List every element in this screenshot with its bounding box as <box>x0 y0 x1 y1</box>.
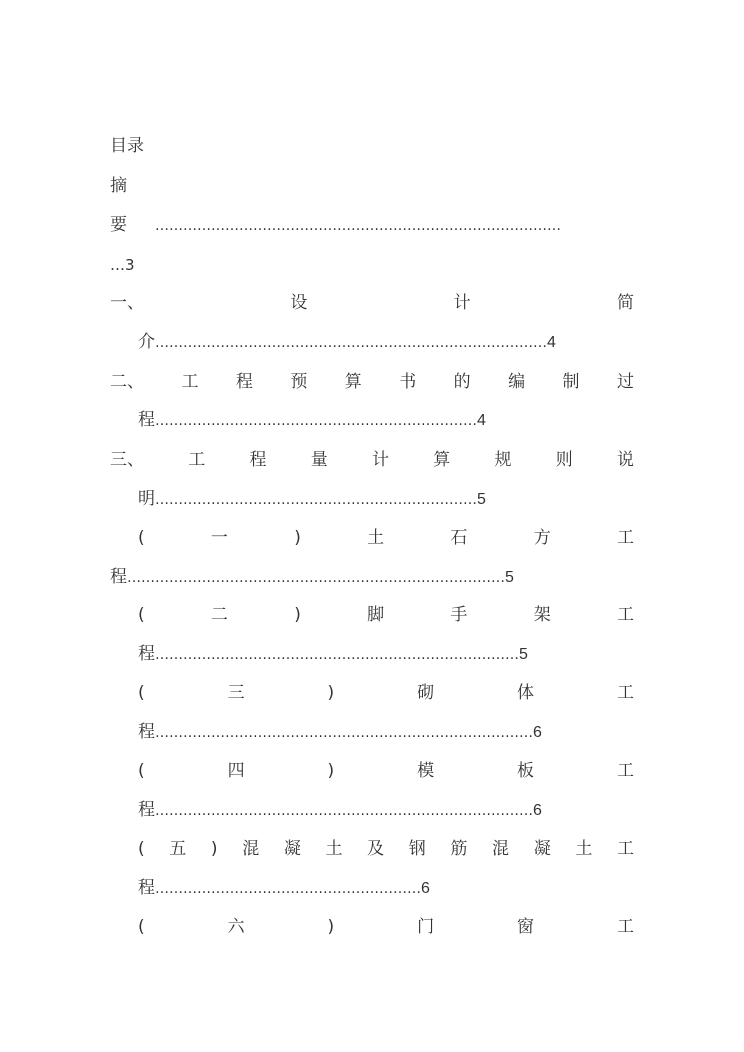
toc-char: 程 <box>138 644 155 664</box>
leader-dots: …………………………………………………………… <box>155 413 477 429</box>
toc-char: 工 <box>616 605 634 625</box>
toc-char: 板 <box>517 761 535 781</box>
toc-subentry-1 <box>138 526 634 550</box>
toc-char: 一 <box>210 528 228 548</box>
toc-char: 制 <box>562 372 580 392</box>
toc-char: 程 <box>138 878 155 898</box>
toc-char: 工 <box>616 917 634 937</box>
toc-char: 二、 <box>110 372 144 392</box>
leader-dots: …………………………………………………………………… <box>155 647 519 663</box>
toc-subentry-6 <box>138 915 634 939</box>
toc-char: 三、 <box>110 450 144 470</box>
toc-char: 模 <box>417 761 435 781</box>
toc-char: ( <box>138 839 145 859</box>
toc-char: 程 <box>138 800 155 820</box>
toc-char: 量 <box>310 450 328 470</box>
toc-char: 门 <box>417 917 435 937</box>
toc-char: 土 <box>367 528 385 548</box>
toc-char: 工 <box>616 528 634 548</box>
toc-char: 编 <box>508 372 526 392</box>
toc-char: 明 <box>138 489 155 509</box>
toc-char: 方 <box>533 528 551 548</box>
toc-entry-1 <box>110 291 634 315</box>
toc-subentry-2-cont <box>138 642 528 666</box>
toc-char: 窗 <box>517 917 535 937</box>
toc-char: 四 <box>227 761 245 781</box>
toc-char: 计 <box>372 450 389 470</box>
toc-char: 程 <box>138 410 155 430</box>
leader-dots: …………………………………………………………………………… <box>155 218 561 234</box>
toc-subentry-4-cont <box>138 798 542 822</box>
toc-char: 过 <box>616 372 634 392</box>
toc-char: ( <box>138 683 145 703</box>
toc-char: ) <box>327 761 335 781</box>
toc-char: 石 <box>450 528 468 548</box>
toc-char: 体 <box>517 683 535 703</box>
toc-entry-2 <box>110 370 634 394</box>
toc-char: ( <box>138 605 145 625</box>
page-number: 5 <box>505 569 514 586</box>
toc-entry-3 <box>110 448 634 472</box>
toc-char: 说 <box>617 450 634 470</box>
page-number: 6 <box>421 880 430 897</box>
toc-char: 凝 <box>283 839 301 859</box>
toc-char: 凝 <box>533 839 551 859</box>
page-number: 4 <box>547 334 556 351</box>
toc-char: 工 <box>616 683 634 703</box>
page-number: 5 <box>519 646 528 663</box>
toc-title: 目录 <box>110 136 144 156</box>
toc-entry-abstract <box>110 213 634 237</box>
leader-dots: ………………………………………………………………………… <box>155 335 547 351</box>
toc-char: 程 <box>235 372 253 392</box>
toc-char: 六 <box>227 917 245 937</box>
toc-char: 算 <box>344 372 362 392</box>
toc-char: 钢 <box>408 839 426 859</box>
toc-char: ( <box>138 528 145 548</box>
toc-subentry-3-cont <box>138 720 542 744</box>
toc-char: 五 <box>169 839 187 859</box>
leader-dots: ……………………………………………………………………… <box>127 570 505 586</box>
toc-char: ) <box>210 839 218 859</box>
toc-subentry-5 <box>138 837 634 861</box>
toc-char: 规 <box>494 450 512 470</box>
toc-char: 及 <box>367 839 385 859</box>
toc-char: ) <box>327 917 335 937</box>
leader-dots: ……………………………………………………………………… <box>155 803 533 819</box>
toc-char: 土 <box>575 839 593 859</box>
toc-char: 则 <box>555 450 573 470</box>
toc-subentry-5-cont <box>138 876 430 900</box>
leader-dots: …………………………………………………………… <box>155 492 477 508</box>
toc-subentry-4 <box>138 759 634 783</box>
abstract-char-2: 要 <box>110 215 127 235</box>
toc-char: 预 <box>290 372 308 392</box>
toc-char: 架 <box>533 605 551 625</box>
toc-char: 混 <box>242 839 260 859</box>
toc-char: 的 <box>453 372 471 392</box>
leader-dots: ……………………………………………………………………… <box>155 725 533 741</box>
toc-char: 工 <box>188 450 206 470</box>
toc-char: 程 <box>249 450 267 470</box>
toc-char: ( <box>138 761 145 781</box>
toc-char: 工 <box>181 372 199 392</box>
toc-char: 手 <box>450 605 468 625</box>
page-number: 6 <box>533 802 542 819</box>
toc-subentry-3 <box>138 681 634 705</box>
page-number: 4 <box>477 412 486 429</box>
toc-entry-3-cont <box>138 487 486 511</box>
toc-char: 脚 <box>367 605 385 625</box>
toc-char: 二 <box>210 605 228 625</box>
toc-char: ( <box>138 917 145 937</box>
toc-char: ) <box>294 528 301 548</box>
toc-char: 介 <box>138 332 155 352</box>
toc-char: 简 <box>616 293 634 313</box>
page-number: …3 <box>110 256 135 274</box>
page-number: 5 <box>477 491 486 508</box>
toc-char: 砌 <box>417 683 435 703</box>
toc-entry-1-cont <box>138 330 556 354</box>
toc-char: ) <box>294 605 301 625</box>
toc-char: 一、 <box>110 293 144 313</box>
toc-char: 计 <box>453 293 471 313</box>
toc-char: 工 <box>616 839 634 859</box>
toc-char: 程 <box>138 722 155 742</box>
toc-char: 设 <box>290 293 308 313</box>
leader-dots: ………………………………………………… <box>155 881 421 897</box>
page-number: 6 <box>533 724 542 741</box>
toc-char: ) <box>327 683 335 703</box>
toc-char: 三 <box>227 683 245 703</box>
abstract-char-1: 摘 <box>110 176 127 196</box>
toc-char: 工 <box>616 761 634 781</box>
toc-subentry-2 <box>138 603 634 627</box>
toc-entry-2-cont <box>138 408 486 432</box>
toc-char: 书 <box>399 372 417 392</box>
toc-char: 程 <box>110 567 127 587</box>
toc-char: 混 <box>492 839 510 859</box>
toc-char: 算 <box>433 450 451 470</box>
toc-subentry-1-cont <box>110 565 514 589</box>
toc-char: 土 <box>325 839 343 859</box>
toc-char: 筋 <box>450 839 468 859</box>
